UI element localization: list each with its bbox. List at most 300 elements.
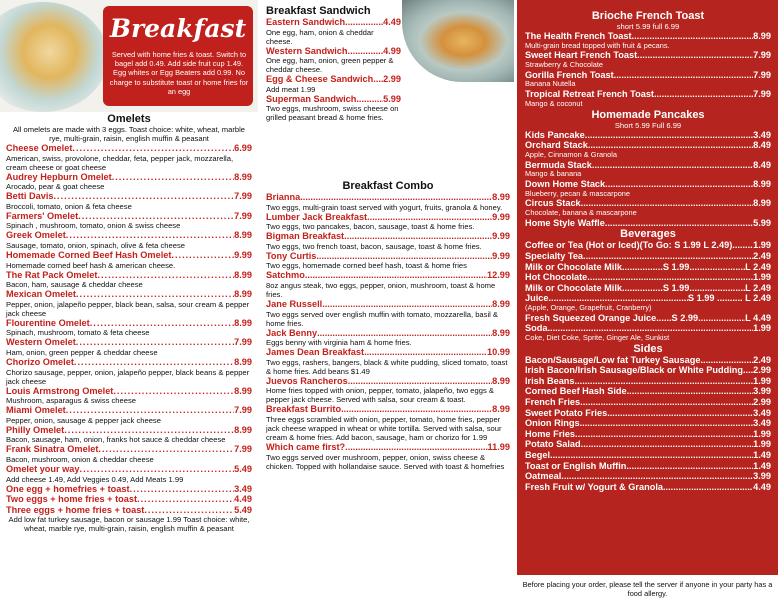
beverage-price: 1.99 <box>753 240 771 251</box>
leader-dots <box>317 328 492 339</box>
side-price: 1.99 <box>753 428 771 439</box>
leader-dots <box>632 31 754 42</box>
combo-name: Jane Russell <box>266 298 323 309</box>
omelet-item <box>6 505 252 516</box>
leader-dots <box>90 318 234 329</box>
combo-name: James Dean Breakfast <box>266 347 365 358</box>
leader-dots <box>689 262 745 273</box>
combo-price: 11.99 <box>487 441 510 452</box>
sandwich-price: 2.99 <box>383 74 401 85</box>
right-menu <box>525 10 771 492</box>
leader-dots <box>592 160 753 171</box>
pancake-name: Circus Stack <box>525 198 581 209</box>
omelet-item <box>6 337 252 348</box>
leader-dots <box>348 46 384 57</box>
omelet-name: Frank Sinatra Omelet <box>6 444 99 455</box>
side-item <box>525 355 771 366</box>
breakfast-note: Served with home fries & toast. Switch to bagel add 0.49. Add side fruit cup 1.49. Egg whites or Egg Beaters add 0.99. No charge to substitute toast or home fries for an egg <box>109 50 249 96</box>
combo-desc: Two eggs served over mushroom, pepper, onion, swiss cheese & chicken. Topped with hollandaise sauce. Served with toast & homefries <box>266 452 505 471</box>
leader-dots <box>698 313 745 324</box>
beverage-price: L 2.49 <box>745 282 771 293</box>
combo-item <box>266 212 510 223</box>
beverages-title: Beverages <box>620 228 676 241</box>
pancake-item <box>525 179 771 190</box>
omelet-item <box>6 191 252 202</box>
combo-name: Jack Benny <box>266 327 318 338</box>
french-toast-desc: Banana Nutella <box>525 79 576 89</box>
beverage-name: Soda <box>525 323 548 334</box>
leader-dots <box>614 70 753 81</box>
french-toast-price: 7.99 <box>753 89 771 100</box>
leader-dots <box>144 505 234 516</box>
omelet-name: Cheese Omelet <box>6 143 73 153</box>
pancake-desc: Apple, Cinnamon & Granola <box>525 149 618 159</box>
leader-dots <box>581 439 753 450</box>
sandwich-title: Breakfast Sandwich <box>266 5 371 17</box>
omelet-price: 8.99 <box>234 356 252 367</box>
beverage-item <box>525 272 771 283</box>
side-price: 2.99 <box>753 397 771 408</box>
leader-dots <box>76 337 234 348</box>
side-item <box>525 439 771 450</box>
leader-dots <box>112 172 234 183</box>
omelet-name: Audrey Hepburn Omelet <box>6 171 112 182</box>
pancake-item <box>525 130 771 141</box>
pancake-desc: Blueberry, pecan & mascarpone <box>525 188 631 198</box>
omelet-price: 8.99 <box>234 269 252 280</box>
omelets-title: Omelets <box>107 113 151 125</box>
sandwich-item <box>266 94 401 105</box>
breakfast-banner <box>103 6 253 106</box>
pancake-price: 3.49 <box>753 129 771 140</box>
french-toast-price: 8.99 <box>753 31 771 41</box>
omelet-name: Homemade Corned Beef Hash Omelet <box>6 249 172 260</box>
combo-desc: Two eggs, rashers, bangers, black & white pudding, sliced tomato, toast & home fries. Add beans $1.49 <box>266 357 508 376</box>
sandwich-name: Superman Sandwich <box>266 93 357 104</box>
beverage-name: Juice <box>525 293 549 304</box>
side-item <box>525 408 771 419</box>
leader-dots <box>663 482 753 493</box>
omelet-price: 6.99 <box>234 143 252 153</box>
leader-dots <box>344 231 492 242</box>
side-item <box>525 376 771 387</box>
omelets-intro: All omelets are made with 3 eggs. Toast choice: white, wheat, marble rye, multi-grain, raisin, english muffin & peasant <box>12 125 245 143</box>
leader-dots <box>583 251 753 262</box>
side-price: 3.99 <box>753 386 771 397</box>
omelet-name: The Rat Pack Omelet <box>6 269 98 280</box>
pancake-title: Homemade Pancakes <box>591 108 705 121</box>
leader-dots <box>316 251 492 262</box>
combo-desc: Home fries topped with onion, pepper, tomato, jalapeño, two eggs & pepper jack cheese. Served with salsa, sour cream & toast. <box>266 386 494 405</box>
omelet-price: 8.99 <box>234 171 252 182</box>
leader-dots <box>732 240 753 251</box>
leader-dots <box>74 357 234 368</box>
sandwich-desc: Two eggs, mushroom, swiss cheese on grilled peasant bread & home fries. <box>266 104 399 123</box>
beverage-name: Specialty Tea <box>525 250 584 261</box>
leader-dots <box>137 494 234 505</box>
pancake-price: 8.99 <box>753 198 771 209</box>
leader-dots <box>575 376 754 387</box>
leader-dots <box>72 143 234 154</box>
omelet-desc: Arocado, pear & goat cheese <box>6 182 105 192</box>
beverage-item <box>525 240 771 251</box>
omelet-name: Farmers' Omelet <box>6 210 79 221</box>
french-toast-item <box>525 31 771 42</box>
side-item <box>525 461 771 472</box>
beverage-price: L 4.49 <box>745 312 771 323</box>
omelet-item <box>6 405 252 416</box>
beverage-price: L 2.49 <box>745 261 771 272</box>
leader-dots <box>300 192 492 203</box>
omelet-item <box>6 484 252 495</box>
side-name: Irish Bacon/Irish Sausage/Black or White Pudding <box>525 365 743 376</box>
omelets-section <box>6 113 252 533</box>
french-toast-sub: short 5.99 full 6.99 <box>616 22 680 31</box>
leader-dots <box>626 461 753 472</box>
combo-price: 8.99 <box>492 404 510 415</box>
omelet-name: Miami Omelet <box>6 405 66 416</box>
omelet-name: Two eggs + home fries + toast <box>6 494 138 505</box>
leader-dots <box>322 299 492 310</box>
leader-dots <box>654 89 753 100</box>
pancake-name: Bermuda Stack <box>525 159 592 170</box>
leader-dots <box>113 386 234 397</box>
pancake-price: 8.99 <box>753 178 771 189</box>
leader-dots <box>580 397 753 408</box>
omelet-name: Betti Davis <box>6 191 54 202</box>
omelet-item <box>6 494 252 505</box>
sandwich-image <box>402 0 514 82</box>
omelet-price: 8.99 <box>234 230 252 241</box>
beverage-name: Milk or Chocolate Milk................S 1.99 <box>525 282 690 293</box>
juice-note: (Apple, Orange, Grapefruit, Cranberry) <box>525 302 652 312</box>
combo-item <box>266 376 510 387</box>
leader-dots <box>356 94 383 105</box>
combo-item <box>266 192 510 203</box>
leader-dots <box>341 404 492 415</box>
sandwich-section <box>266 5 401 122</box>
leader-dots <box>98 444 234 455</box>
beverage-name: Fresh Squeezed Orange Juice......S 2.99 <box>525 312 699 323</box>
side-name: Sweet Potato Fries <box>525 407 608 418</box>
leader-dots <box>130 484 235 495</box>
side-name: Bacon/Sausage/Low fat Turkey Sausage <box>525 354 701 365</box>
omelet-desc: Spinach, mushroom, tomato & feta cheese <box>6 328 150 338</box>
pancake-list <box>525 130 771 229</box>
leader-dots <box>348 376 492 387</box>
side-price: 1.49 <box>753 450 771 460</box>
breakfast-title: Breakfast <box>109 14 247 43</box>
omelet-item <box>6 230 252 241</box>
leader-dots <box>605 179 753 190</box>
omelet-name: Flourentine Omelet <box>6 317 90 328</box>
combo-price: 9.99 <box>492 211 510 222</box>
combo-price: 8.99 <box>492 327 510 338</box>
leader-dots <box>97 270 234 281</box>
combo-desc: 8oz angus steak, two eggs, pepper, onion, mushroom, toast & home fries. <box>266 280 496 299</box>
beverage-price: 2.49 <box>753 250 771 261</box>
omelet-list <box>6 143 252 515</box>
leader-dots <box>66 230 234 241</box>
sandwich-name: Egg & Cheese Sandwich <box>266 74 374 85</box>
combo-title: Breakfast Combo <box>342 180 434 192</box>
combo-desc: Two eggs, homemade corned beef hash, toast & home fries <box>266 261 467 271</box>
combo-price: 9.99 <box>492 231 510 242</box>
side-price: 3.49 <box>753 418 771 429</box>
omelet-item <box>6 289 252 300</box>
combo-name: Satchmo <box>266 270 305 281</box>
soda-note: Coke, Diet Coke, Sprite, Ginger Ale, Sunkist <box>525 332 670 342</box>
side-price: 1.99 <box>753 439 771 450</box>
combo-desc: Eggs benny with virginia ham & home fries. <box>266 338 412 348</box>
side-price: 4.49 <box>753 481 771 492</box>
leader-dots <box>587 272 753 283</box>
pancake-price: 8.49 <box>753 140 771 151</box>
combo-price: 8.99 <box>492 192 510 202</box>
omelet-price: 7.99 <box>234 337 252 348</box>
beverage-price: 1.99 <box>753 272 771 283</box>
combo-item <box>266 328 510 339</box>
leader-dots <box>743 365 753 376</box>
leader-dots <box>171 250 234 261</box>
sandwich-item <box>266 74 401 85</box>
leader-dots <box>700 355 753 366</box>
omelet-item <box>6 250 252 261</box>
omelet-desc: Chorizo sausage, pepper, onion, jalapeño pepper, black beans & pepper jack cheese <box>6 367 250 386</box>
beverage-list <box>525 240 771 342</box>
leader-dots <box>76 289 234 300</box>
sandwich-list <box>266 17 401 122</box>
side-name: Potato Salad <box>525 439 581 450</box>
leader-dots <box>345 442 487 453</box>
side-item <box>525 429 771 440</box>
omelet-price: 7.99 <box>234 444 252 455</box>
side-item <box>525 397 771 408</box>
french-toast-price: 7.99 <box>753 69 771 80</box>
combo-desc: Two eggs, two french toast, bacon, sausage, toast & home fries. <box>266 241 482 251</box>
leader-dots <box>689 283 745 294</box>
omelet-desc: American, swiss, provolone, cheddar, feta, pepper jack, mozzarella, cream cheese or goat cheese <box>6 153 234 172</box>
leader-dots <box>637 50 753 61</box>
french-toast-desc: Strawberry & Chocolate <box>525 59 604 69</box>
pancake-name: Kids Pancake <box>525 129 585 140</box>
leader-dots <box>345 17 383 28</box>
leader-dots <box>367 212 492 223</box>
omelet-desc: Sausage, tomato, onion, spinach, olive & feta cheese <box>6 240 185 250</box>
side-item <box>525 365 771 376</box>
leader-dots <box>550 450 753 461</box>
beverage-item <box>525 313 771 324</box>
omelet-item <box>6 318 252 329</box>
pancake-price: 8.49 <box>753 159 771 170</box>
sandwich-desc: Add meat 1.99 <box>266 84 316 94</box>
french-toast-list <box>525 31 771 109</box>
pancake-name: Home Style Waffle <box>525 217 605 228</box>
sides-title: Sides <box>633 342 663 355</box>
combo-section <box>266 180 510 471</box>
sandwich-name: Western Sandwich <box>266 45 348 56</box>
combo-desc: Two eggs, multi-grain toast served with yogurt, fruits, granola & honey. <box>266 202 503 212</box>
combo-price: 12.99 <box>487 270 510 281</box>
omelets-column <box>0 0 258 601</box>
omelet-item <box>6 444 252 455</box>
french-toast-price: 7.99 <box>753 50 771 61</box>
leader-dots <box>78 211 234 222</box>
french-toast-name: Tropical Retreat French Toast <box>525 89 654 100</box>
omelet-desc: Bacon, mushroom, onion & cheddar cheese <box>6 454 154 464</box>
omelet-plate-image <box>0 2 108 112</box>
omelet-desc: Broccoli, tomato, onion & feta cheese <box>6 201 132 211</box>
leader-dots <box>575 429 753 440</box>
beverage-price: S 1.99 .......... L 2.49 <box>687 293 771 304</box>
combo-name: Bigman Breakfast <box>266 231 345 242</box>
french-toast-name: Gorilla French Toast <box>525 69 614 80</box>
combo-name: Tony Curtis <box>266 250 317 261</box>
omelet-item <box>6 270 252 281</box>
leader-dots <box>305 270 487 281</box>
side-item <box>525 418 771 429</box>
sandwich-price: 4.49 <box>383 17 401 27</box>
combo-desc: Two eggs, two pancakes, bacon, sausage, toast & home fries. <box>266 222 475 232</box>
pancake-item <box>525 218 771 229</box>
combo-price: 10.99 <box>487 347 510 358</box>
omelet-price: 3.49 <box>234 483 252 494</box>
pancake-name: Orchard Stack <box>525 140 588 151</box>
omelet-name: Louis Armstrong Omelet <box>6 385 114 396</box>
side-name: Begel <box>525 450 551 460</box>
side-price: 2.99 <box>753 365 771 376</box>
omelet-price: 7.99 <box>234 210 252 221</box>
combo-item <box>266 270 510 281</box>
leader-dots <box>561 471 753 482</box>
omelet-price: 8.99 <box>234 424 252 435</box>
beverage-item <box>525 283 771 294</box>
combo-price: 9.99 <box>492 250 510 261</box>
pancake-sub: Short 5.99 Full 6.99 <box>614 120 682 130</box>
omelet-item <box>6 211 252 222</box>
sandwich-name: Eastern Sandwich <box>266 17 346 27</box>
side-name: Irish Beans <box>525 375 575 386</box>
leader-dots <box>364 347 487 358</box>
french-toast-desc: Multi-grain bread topped with fruit & pecans. <box>525 40 670 50</box>
side-name: Corned Beef Hash Side <box>525 386 627 397</box>
sides-list <box>525 355 771 493</box>
combo-item <box>266 299 510 310</box>
leader-dots <box>607 408 753 419</box>
leader-dots <box>585 130 753 141</box>
breakfast-header <box>0 0 258 112</box>
combo-name: Which came first? <box>266 441 346 452</box>
omelet-price: 5.49 <box>234 463 252 474</box>
french-toast-title: Brioche French Toast <box>591 10 705 22</box>
pancake-desc: Chocolate, banana & mascarpone <box>525 207 637 217</box>
leader-dots <box>605 218 753 229</box>
omelet-desc: Bacon, ham, sausage & cheddar cheese <box>6 280 143 290</box>
beverage-item <box>525 251 771 262</box>
combo-desc: Two eggs served over english muffin with tomato, mozzarella, basil & home fries. <box>266 309 498 328</box>
omelet-name: Philly Omelet <box>6 424 65 435</box>
omelet-name: Three eggs + home fries + toast <box>6 504 145 515</box>
omelet-desc: Homemade corned beef hash & american cheese. <box>6 260 176 270</box>
omelet-desc: Bacon, sausage, ham, onion, franks hot sauce & cheddar cheese <box>6 435 226 445</box>
french-toast-desc: Mango & coconut <box>525 98 583 108</box>
side-price: 3.49 <box>753 407 771 418</box>
pancake-name: Down Home Stack <box>525 178 606 189</box>
omelet-desc: Mushroom, asparagus & swiss cheese <box>6 396 136 406</box>
omelet-item <box>6 464 252 475</box>
omelet-item <box>6 172 252 183</box>
sandwich-price: 4.99 <box>383 45 401 56</box>
leader-dots <box>66 405 234 416</box>
beverage-name: Milk or Chocolate Milk................S 1.99 <box>525 261 690 272</box>
side-price: 2.49 <box>753 354 771 365</box>
allergy-footer: Before placing your order, please tell the server if anyone in your party has a food allergy. <box>517 575 778 601</box>
omelet-name: Western Omelet <box>6 337 76 348</box>
omelet-price: 7.99 <box>234 405 252 416</box>
omelet-item <box>6 386 252 397</box>
omelet-desc: Pepper, onion, jalapeño pepper, black bean, salsa, sour cream & pepper jack cheese <box>6 299 250 318</box>
combo-name: Brianna <box>266 192 301 202</box>
combo-price: 8.99 <box>492 375 510 386</box>
sandwich-desc: One egg, ham, onion, green pepper & cheddar cheese. <box>266 56 394 75</box>
combo-list <box>266 192 510 471</box>
toast-pancake-column <box>517 0 778 601</box>
sandwich-item <box>266 17 401 28</box>
omelet-desc: Pepper, onion, sausage & pepper jack cheese <box>6 415 161 425</box>
combo-price: 8.99 <box>492 298 510 309</box>
omelet-name: One egg + homefries + toast <box>6 483 130 494</box>
omelet-price: 8.99 <box>234 289 252 300</box>
omelets-footer-note: Add low fat turkey sausage, bacon or sausage 1.99 Toast choice: white, wheat, marble rye, multi-grain, raisin, english muffin & peasant <box>8 515 250 534</box>
side-item <box>525 386 771 397</box>
leader-dots <box>64 425 234 436</box>
omelet-name: Omelet your way <box>6 463 80 474</box>
side-price: 1.49 <box>753 460 771 471</box>
side-price: 3.99 <box>753 471 771 482</box>
omelet-price: 8.99 <box>234 317 252 328</box>
leader-dots <box>373 74 383 85</box>
omelet-price: 5.49 <box>234 504 252 515</box>
omelet-desc: Add cheese 1.49, Add Veggies 0.49, Add Meats 1.99 <box>6 474 184 484</box>
sandwich-price: 5.99 <box>383 93 401 104</box>
french-toast-name: The Health French Toast <box>525 31 632 41</box>
omelet-price: 8.99 <box>234 385 252 396</box>
combo-item <box>266 251 510 262</box>
combo-item <box>266 442 510 453</box>
beverage-name: Coffee or Tea (Hot or Iced)(To Go: S 1.99 L 2.49) <box>525 240 733 251</box>
omelet-item <box>6 143 252 154</box>
omelet-name: Chorizo Omelet <box>6 356 74 367</box>
omelet-desc: Ham, onion, green pepper & cheddar cheese <box>6 347 158 357</box>
combo-item <box>266 347 510 358</box>
side-price: 1.99 <box>753 375 771 386</box>
pancake-price: 5.99 <box>753 217 771 228</box>
combo-name: Breakfast Burrito <box>266 404 342 415</box>
french-toast-name: Sweet Heart French Toast <box>525 50 638 61</box>
omelet-price: 4.49 <box>234 494 252 505</box>
leader-dots <box>580 418 754 429</box>
pancake-desc: Mango & banana <box>525 169 582 179</box>
side-item <box>525 450 771 461</box>
leader-dots <box>627 386 754 397</box>
side-name: French Fries <box>525 397 581 408</box>
omelet-price: 9.99 <box>234 249 252 260</box>
combo-name: Lumber Jack Breakfast <box>266 211 368 222</box>
omelet-name: Mexican Omelet <box>6 289 76 300</box>
combo-item <box>266 231 510 242</box>
combo-name: Juevos Rancheros <box>266 375 348 386</box>
beverage-price: 1.99 <box>753 323 771 334</box>
